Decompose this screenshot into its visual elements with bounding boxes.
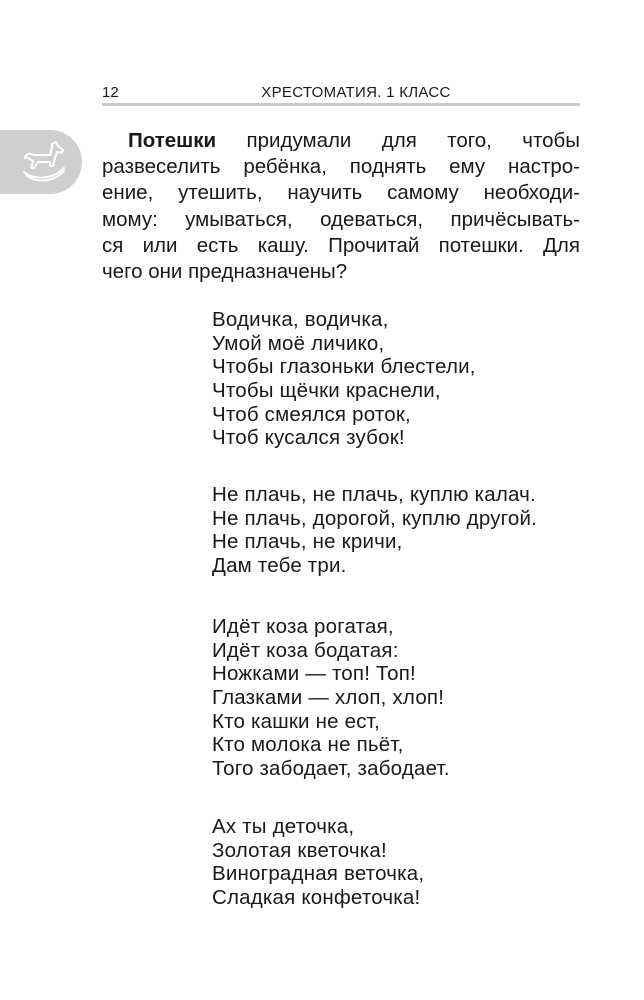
poem-line: Идёт коза бодатая: [212,638,399,662]
poem-line: Золотая кветочка! [212,838,387,862]
poem-line: Водичка, водичка, [212,308,389,331]
poem-line: Глазками — хлоп, хлоп! [212,686,445,710]
poem-line: Чтобы щёчки краснели, [212,379,441,403]
poem-line: Чтоб смеялся роток, [212,402,411,426]
poem-line: Ах ты деточка, [212,815,355,838]
header-title: ХРЕСТОМАТИЯ. 1 КЛАСС [261,84,451,101]
poem-2 [212,483,537,578]
poem-line: Кто молока не пьёт, [212,733,404,757]
poem-line: Умой моё личико, [212,331,385,355]
intro-line: мому: умываться, одеваться, причёсывать- [102,207,580,231]
poem-3 [212,615,450,781]
intro-line: ся или есть кашу. Прочитай потешки. Для [102,233,580,257]
intro-line: ение, утешить, научить самому необходи- [102,181,580,205]
poem-1 [212,308,476,450]
poem-line: Не плачь, не кричи, [212,530,403,554]
intro-line: придумали для того, чтобы [216,129,580,152]
intro-term: Потешки [128,129,217,152]
poem-line: Ножками — топ! Топ! [212,662,416,686]
poem-line: Дам тебе три. [212,554,347,578]
intro-line: чего они предназначены? [102,259,348,283]
intro-line: развеселить ребёнка, поднять ему настро- [102,155,580,179]
poem-4 [212,815,424,910]
page-number: 12 [102,84,119,101]
poem-line: Не плачь, не плачь, куплю калач. [212,483,536,506]
poem-line: Не плачь, дорогой, куплю другой. [212,506,538,530]
rocking-horse-icon [22,138,66,186]
poem-line: Того забодает, забодает. [212,757,450,781]
poem-line: Виноградная веточка, [212,862,425,886]
header-rule [102,103,580,106]
poem-line: Чтобы глазоньки блестели, [212,355,476,379]
poem-line: Чтоб кусался зубок! [212,426,405,450]
intro-paragraph [102,128,580,285]
poem-line: Кто кашки не ест, [212,709,380,733]
poem-line: Сладкая конфеточка! [212,886,421,910]
poem-line: Идёт коза рогатая, [212,615,394,638]
section-tab [0,130,82,194]
